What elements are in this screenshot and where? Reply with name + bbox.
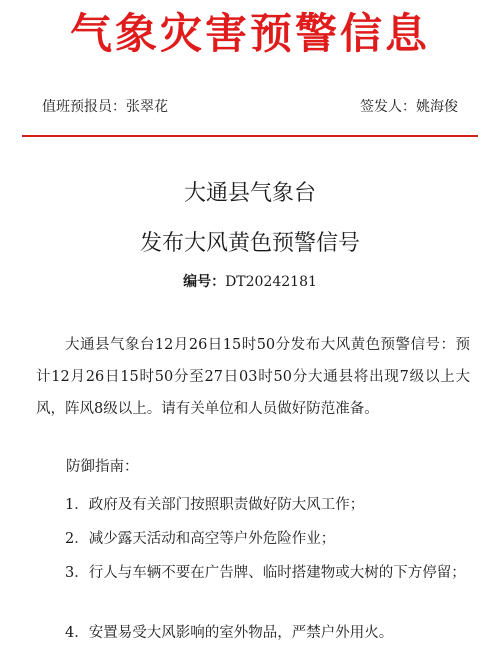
document-header-title: 气象灾害预警信息 [69, 9, 430, 58]
document-number-label: 编号： [183, 274, 226, 290]
guide-item: 3．行人与车辆不要在广告牌、临时搭建物或大树的下方停留； [65, 565, 466, 581]
header-divider [22, 135, 478, 137]
guide-title: 防御指南： [66, 459, 139, 475]
notice-body: 大通县气象台12月26日15时50分发布大风黄色预警信号：预计12月26日15时50分至27日03时50分大通县将出现7级以上大风，阵风8级以上。请有关单位和人员做好防范准备。 [36, 337, 470, 417]
guide-item: 2．减少露天活动和高空等户外危险作业； [65, 531, 336, 547]
document-number-value: DT20242181 [225, 274, 317, 290]
issuing-organization: 大通县气象台 [183, 181, 316, 206]
notice-subject: 发布大风黄色预警信号 [139, 231, 360, 256]
forecaster-label: 值班预报员：张翠花 [42, 99, 168, 115]
guide-item: 4．安置易受大风影响的室外物品，严禁户外用火。 [65, 625, 394, 641]
meta-row [34, 96, 466, 118]
guide-item: 1．政府及有关部门按照职责做好防大风工作； [65, 497, 365, 513]
document-number [0, 271, 500, 291]
signer-label: 签发人：姚海俊 [360, 99, 458, 115]
